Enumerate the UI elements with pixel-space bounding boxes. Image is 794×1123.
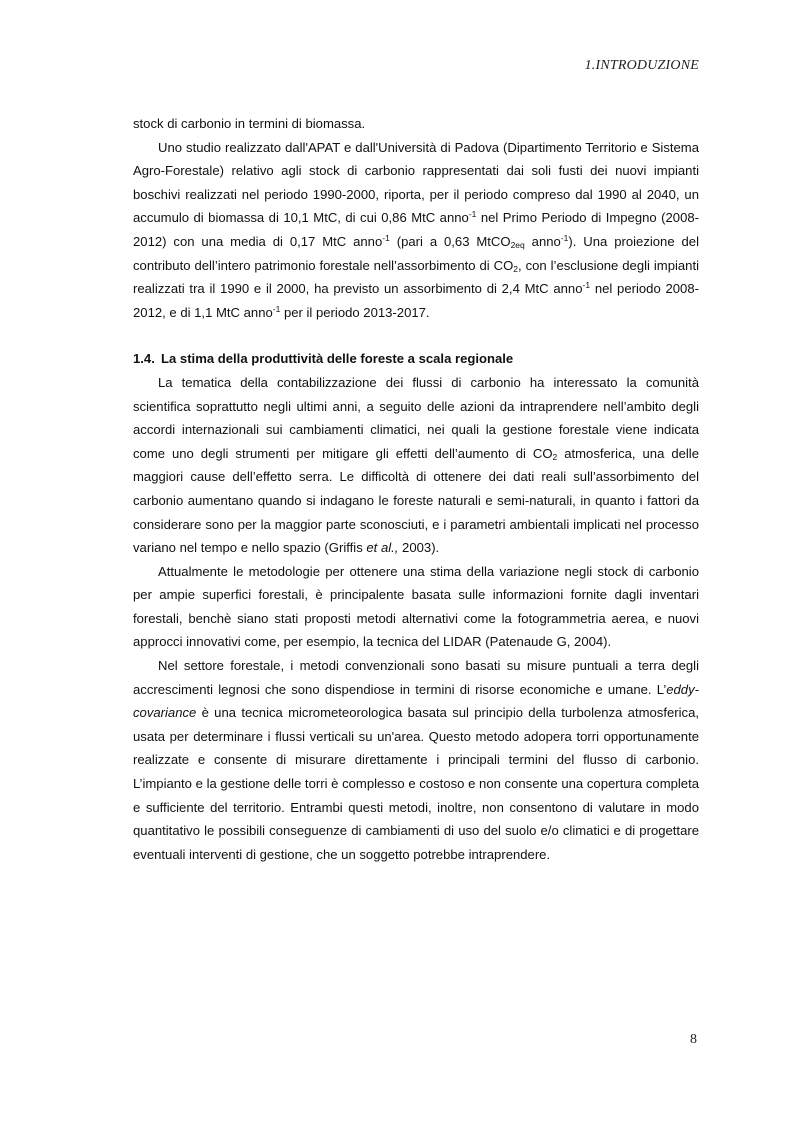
text-run: è una tecnica micrometeorologica basata sul principio della turbolenza atmosferica, usata per determinare i flussi verticali su un'area. Questo metodo adopera torri opportunamente realizzate e consente di misurare direttamente i principali termini del flusso di carbonio. L’impianto e la gestione delle torri è complesso e costoso e non consente una copertura completa e sufficiente del territorio. Entrambi questi metodi, inoltre, non consentono di valutare in modo quantitativo le possibili conseguenze di cambiamenti di uso del suolo e/o climatici e di progettare eventuali interventi di gestione, che un soggetto potrebbe intraprendere. [133, 705, 699, 862]
page-number: 8 [690, 1032, 697, 1047]
text-run: Attualmente le metodologie per ottenere una stima della variazione negli stock di carbonio per ampie superfici forestali, è principalente basata sulle informazioni fornite dagli inventari forestali, benchè siano stati proposti metodi alternativi come la fotogrammetria aerea, e nuovi approcci innovativi come, per esempio, la tecnica del LIDAR (Patenaude G, 2004). [133, 563, 699, 650]
text-run: nel periodo 2008-2012, e di 1,1 MtC anno [133, 281, 699, 320]
superscript: -1 [582, 280, 591, 291]
italic-run: et al., [366, 540, 399, 556]
text-run: nel Primo Periodo di Impegno (2008-2012) con una media di 0,17 MtC anno [133, 210, 699, 249]
superscript: -1 [272, 303, 281, 314]
text-run: per il periodo 2013-2017. [280, 304, 430, 320]
section-number: 1.4. [133, 351, 155, 367]
subscript: 2 [513, 263, 519, 274]
subscript: 2eq [510, 239, 525, 250]
section-heading [133, 347, 699, 371]
text-run: La tematica della contabilizzazione dei flussi di carbonio ha interessato la comunità scientifica soprattutto negli ultimi anni, a seguito delle azioni da intraprendere nell’ambito degli accordi internazionali sui cambiamenti climatici, nei quali la gestione forestale viene indicata come uno degli strumenti per mitigare gli effetti dell’aumento di CO [133, 374, 699, 461]
text-run: (pari a 0,63 MtCO [389, 233, 511, 249]
text-run: atmosferica, una delle maggiori cause dell’effetto serra. Le difficoltà di ottenere dei dati reali sull’assorbimento del carbonio aumentano quando si indagano le foreste naturali e semi-naturali, in quanto i fattori da considerare sono per la maggior parte sconosciuti, e i parametri ambientali implicati nel processo variano nel tempo e nello spazio (Griffis [133, 445, 699, 556]
body-text [133, 112, 699, 866]
text-run: ). Una proiezione del contributo dell’intero patrimonio forestale nell’assorbimento di CO [133, 233, 699, 273]
text-run: 2003). [398, 540, 440, 556]
text-run: Nel settore forestale, i metodi convenzionali sono basati su misure puntuali a terra degli accrescimenti legnosi che sono dispendiose in termini di risorse economiche e umane. L’ [133, 658, 699, 697]
paragraph-methodologies [133, 560, 699, 654]
running-header: 1.INTRODUZIONE [584, 58, 699, 73]
superscript: -1 [468, 209, 477, 220]
paragraph-apat-study [133, 136, 699, 325]
paragraph-continuation [133, 112, 699, 136]
text-run: , con l’esclusione degli impianti realizzati tra il 1990 e il 2000, ha previsto un assorbimento di 2,4 MtC anno [133, 257, 699, 297]
paragraph-conventional-methods [133, 654, 699, 866]
text-run: Uno studio realizzato dall'APAT e dall'Università di Padova (Dipartimento Territorio e Sistema Agro-Forestale) relativo agli stock di carbonio rappresentati dai soli fusti dei nuovi impianti boschivi realizzati nel periodo 1990-2000, riporta, per il periodo compreso dal 1990 al 2040, un accumulo di biomassa di 10,1 MtC, di cui 0,86 MtC anno [133, 139, 699, 226]
italic-run: eddy-covariance [133, 681, 699, 721]
superscript: -1 [560, 232, 569, 243]
paragraph-carbon-accounting [133, 371, 699, 560]
subscript: 2 [552, 451, 558, 462]
superscript: -1 [382, 232, 390, 243]
paragraph-text: stock di carbonio in termini di biomassa. [133, 116, 366, 131]
text-run: anno [524, 233, 561, 249]
section-title: La stima della produttività delle foreste a scala regionale [161, 351, 514, 367]
